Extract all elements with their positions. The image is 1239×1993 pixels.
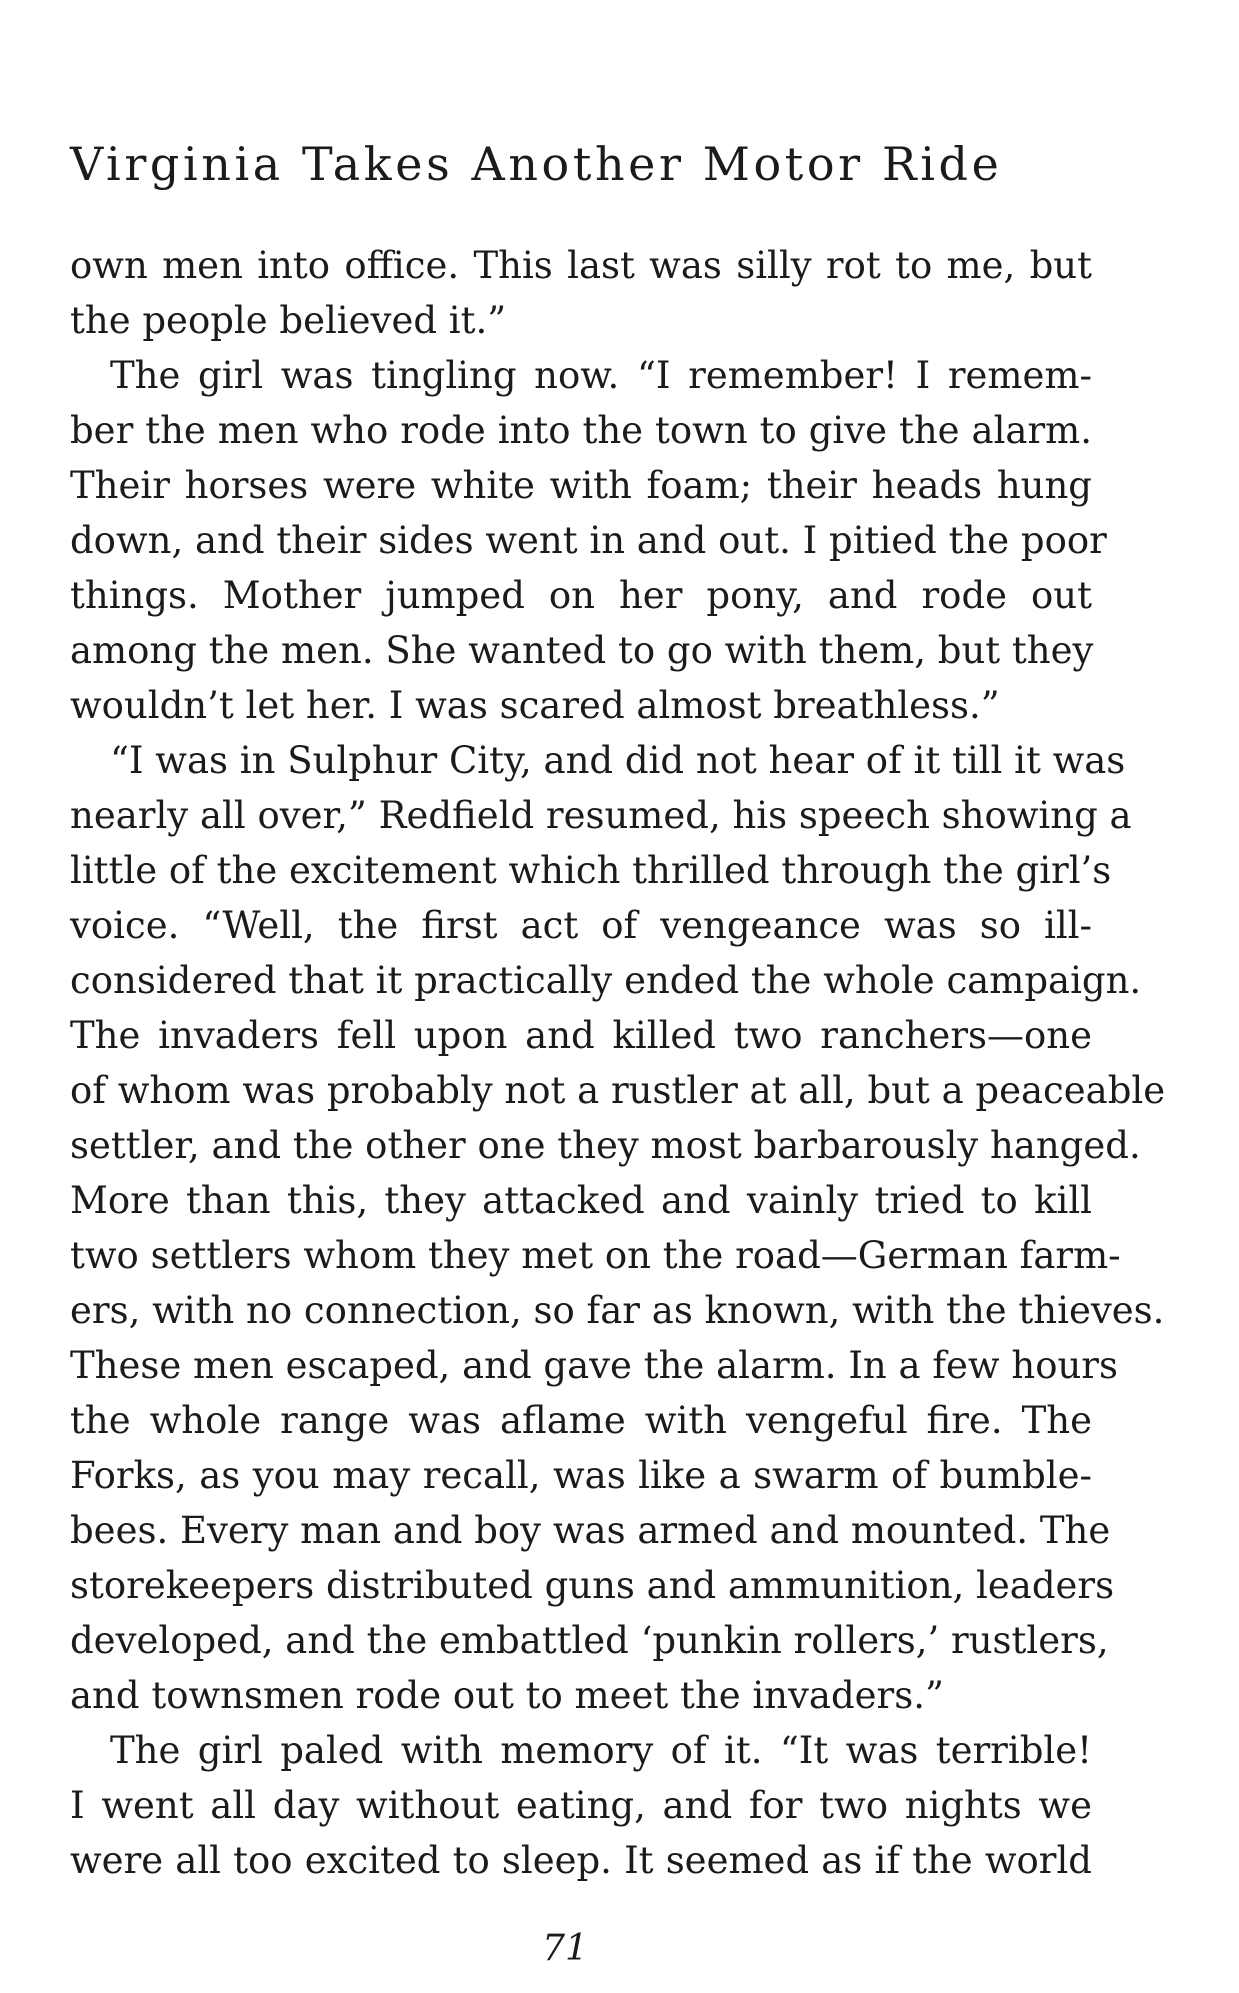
text-line: wouldn’t let her. I was scared almost breathless.” <box>70 684 1000 727</box>
text-line: storekeepers distributed guns and ammunition, leaders <box>70 1564 1115 1607</box>
text-line: the people believed it.” <box>70 299 507 342</box>
text-line: things. Mother jumped on her pony, and rode out <box>70 574 1092 617</box>
text-line: nearly all over,” Redfield resumed, his speech showing a <box>70 794 1132 837</box>
paragraph-start-line: “I was in Sulphur City, and did not hear of it till it was <box>110 739 1126 782</box>
text-line: and townsmen rode out to meet the invaders.” <box>70 1674 944 1717</box>
text-line: These men escaped, and gave the alarm. In a few hours <box>70 1344 1118 1387</box>
text-line: among the men. She wanted to go with them, but they <box>70 629 1094 672</box>
running-head: Virginia Takes Another Motor Ride <box>70 137 1003 191</box>
text-line: bees. Every man and boy was armed and mounted. The <box>70 1509 1111 1552</box>
text-line: were all too excited to sleep. It seemed as if the world <box>70 1839 1092 1882</box>
text-line: settler, and the other one they most barbarously hanged. <box>70 1124 1141 1167</box>
paragraph-start-line: The girl was tingling now. “I remember! I remem- <box>110 354 1092 397</box>
text-line: little of the excitement which thrilled through the girl’s <box>70 849 1112 892</box>
text-line: down, and their sides went in and out. I pitied the poor <box>70 519 1107 562</box>
text-line: I went all day without eating, and for two nights we <box>70 1784 1092 1827</box>
text-line: developed, and the embattled ‘punkin rollers,’ rustlers, <box>70 1619 1109 1662</box>
text-line: Their horses were white with foam; their heads hung <box>70 464 1092 507</box>
text-line: Forks, as you may recall, was like a swarm of bumble- <box>70 1454 1092 1497</box>
text-line: two settlers whom they met on the road—German farm- <box>70 1234 1121 1277</box>
text-line: More than this, they attacked and vainly tried to kill <box>70 1179 1092 1222</box>
text-line: voice. “Well, the first act of vengeance was so ill- <box>70 904 1092 947</box>
text-line: the whole range was aflame with vengeful fire. The <box>70 1399 1092 1442</box>
text-line: of whom was probably not a rustler at all, but a peaceable <box>70 1069 1166 1112</box>
text-line: considered that it practically ended the whole campaign. <box>70 959 1142 1002</box>
text-line: ber the men who rode into the town to give the alarm. <box>70 409 1092 452</box>
paragraph-start-line: The girl paled with memory of it. “It was terrible! <box>110 1729 1092 1772</box>
text-line: The invaders fell upon and killed two ranchers—one <box>70 1014 1092 1057</box>
text-line: own men into office. This last was silly rot to me, but <box>70 244 1092 287</box>
page-number: 71 <box>542 1928 588 1969</box>
body-text <box>70 238 1166 1888</box>
text-line: ers, with no connection, so far as known, with the thieves. <box>70 1289 1165 1332</box>
